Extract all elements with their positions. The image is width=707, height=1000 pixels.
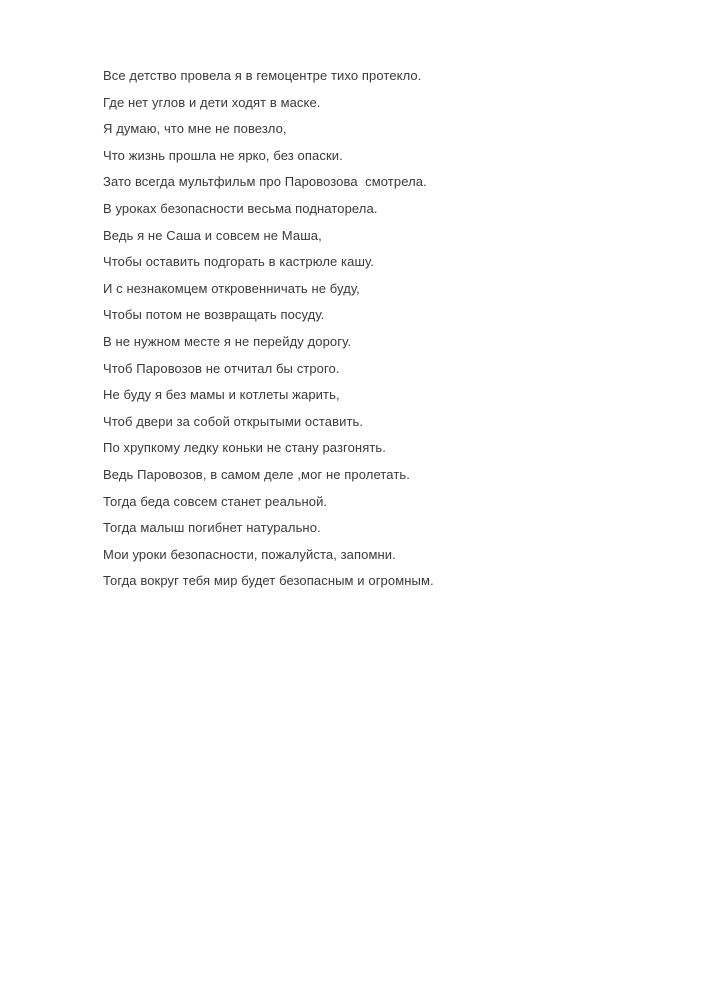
- poem-line: В уроках безопасности весьма поднаторела.: [103, 200, 378, 216]
- poem-line: Ведь я не Саша и совсем не Маша,: [103, 227, 322, 243]
- poem-line: Тогда вокруг тебя мир будет безопасным и огромным.: [103, 573, 434, 589]
- poem-line: Зато всегда мультфильм про Паровозова смотрела.: [103, 174, 427, 190]
- poem-line: Тогда малыш погибнет натурально.: [103, 520, 321, 536]
- poem-line: По хрупкому ледку коньки не стану разгонять.: [103, 440, 386, 456]
- poem-line: Чтоб двери за собой открытыми оставить.: [103, 413, 364, 429]
- poem-line: Где нет углов и дети ходят в маске.: [103, 94, 321, 110]
- poem-line: Ведь Паровозов, в самом деле ,мог не пролетать.: [103, 466, 410, 482]
- poem-line: Чтобы потом не возвращать посуду.: [103, 307, 325, 323]
- poem-line: Тогда беда совсем станет реальной.: [103, 493, 328, 509]
- poem-line: И с незнакомцем откровенничать не буду,: [103, 280, 360, 296]
- poem-line: Чтоб Паровозов не отчитал бы строго.: [103, 360, 340, 376]
- poem-line: В не нужном месте я не перейду дорогу.: [103, 333, 352, 349]
- poem-line: Мои уроки безопасности, пожалуйста, запомни.: [103, 546, 396, 562]
- poem-line: Все детство провела я в гемоцентре тихо протекло.: [103, 68, 422, 83]
- poem-line: Не буду я без мамы и котлеты жарить,: [103, 387, 340, 403]
- poem-line: Я думаю, что мне не повезло,: [103, 121, 287, 137]
- poem-line: Что жизнь прошла не ярко, без опаски.: [103, 147, 343, 163]
- poem-line: Чтобы оставить подгорать в кастрюле кашу.: [103, 254, 374, 270]
